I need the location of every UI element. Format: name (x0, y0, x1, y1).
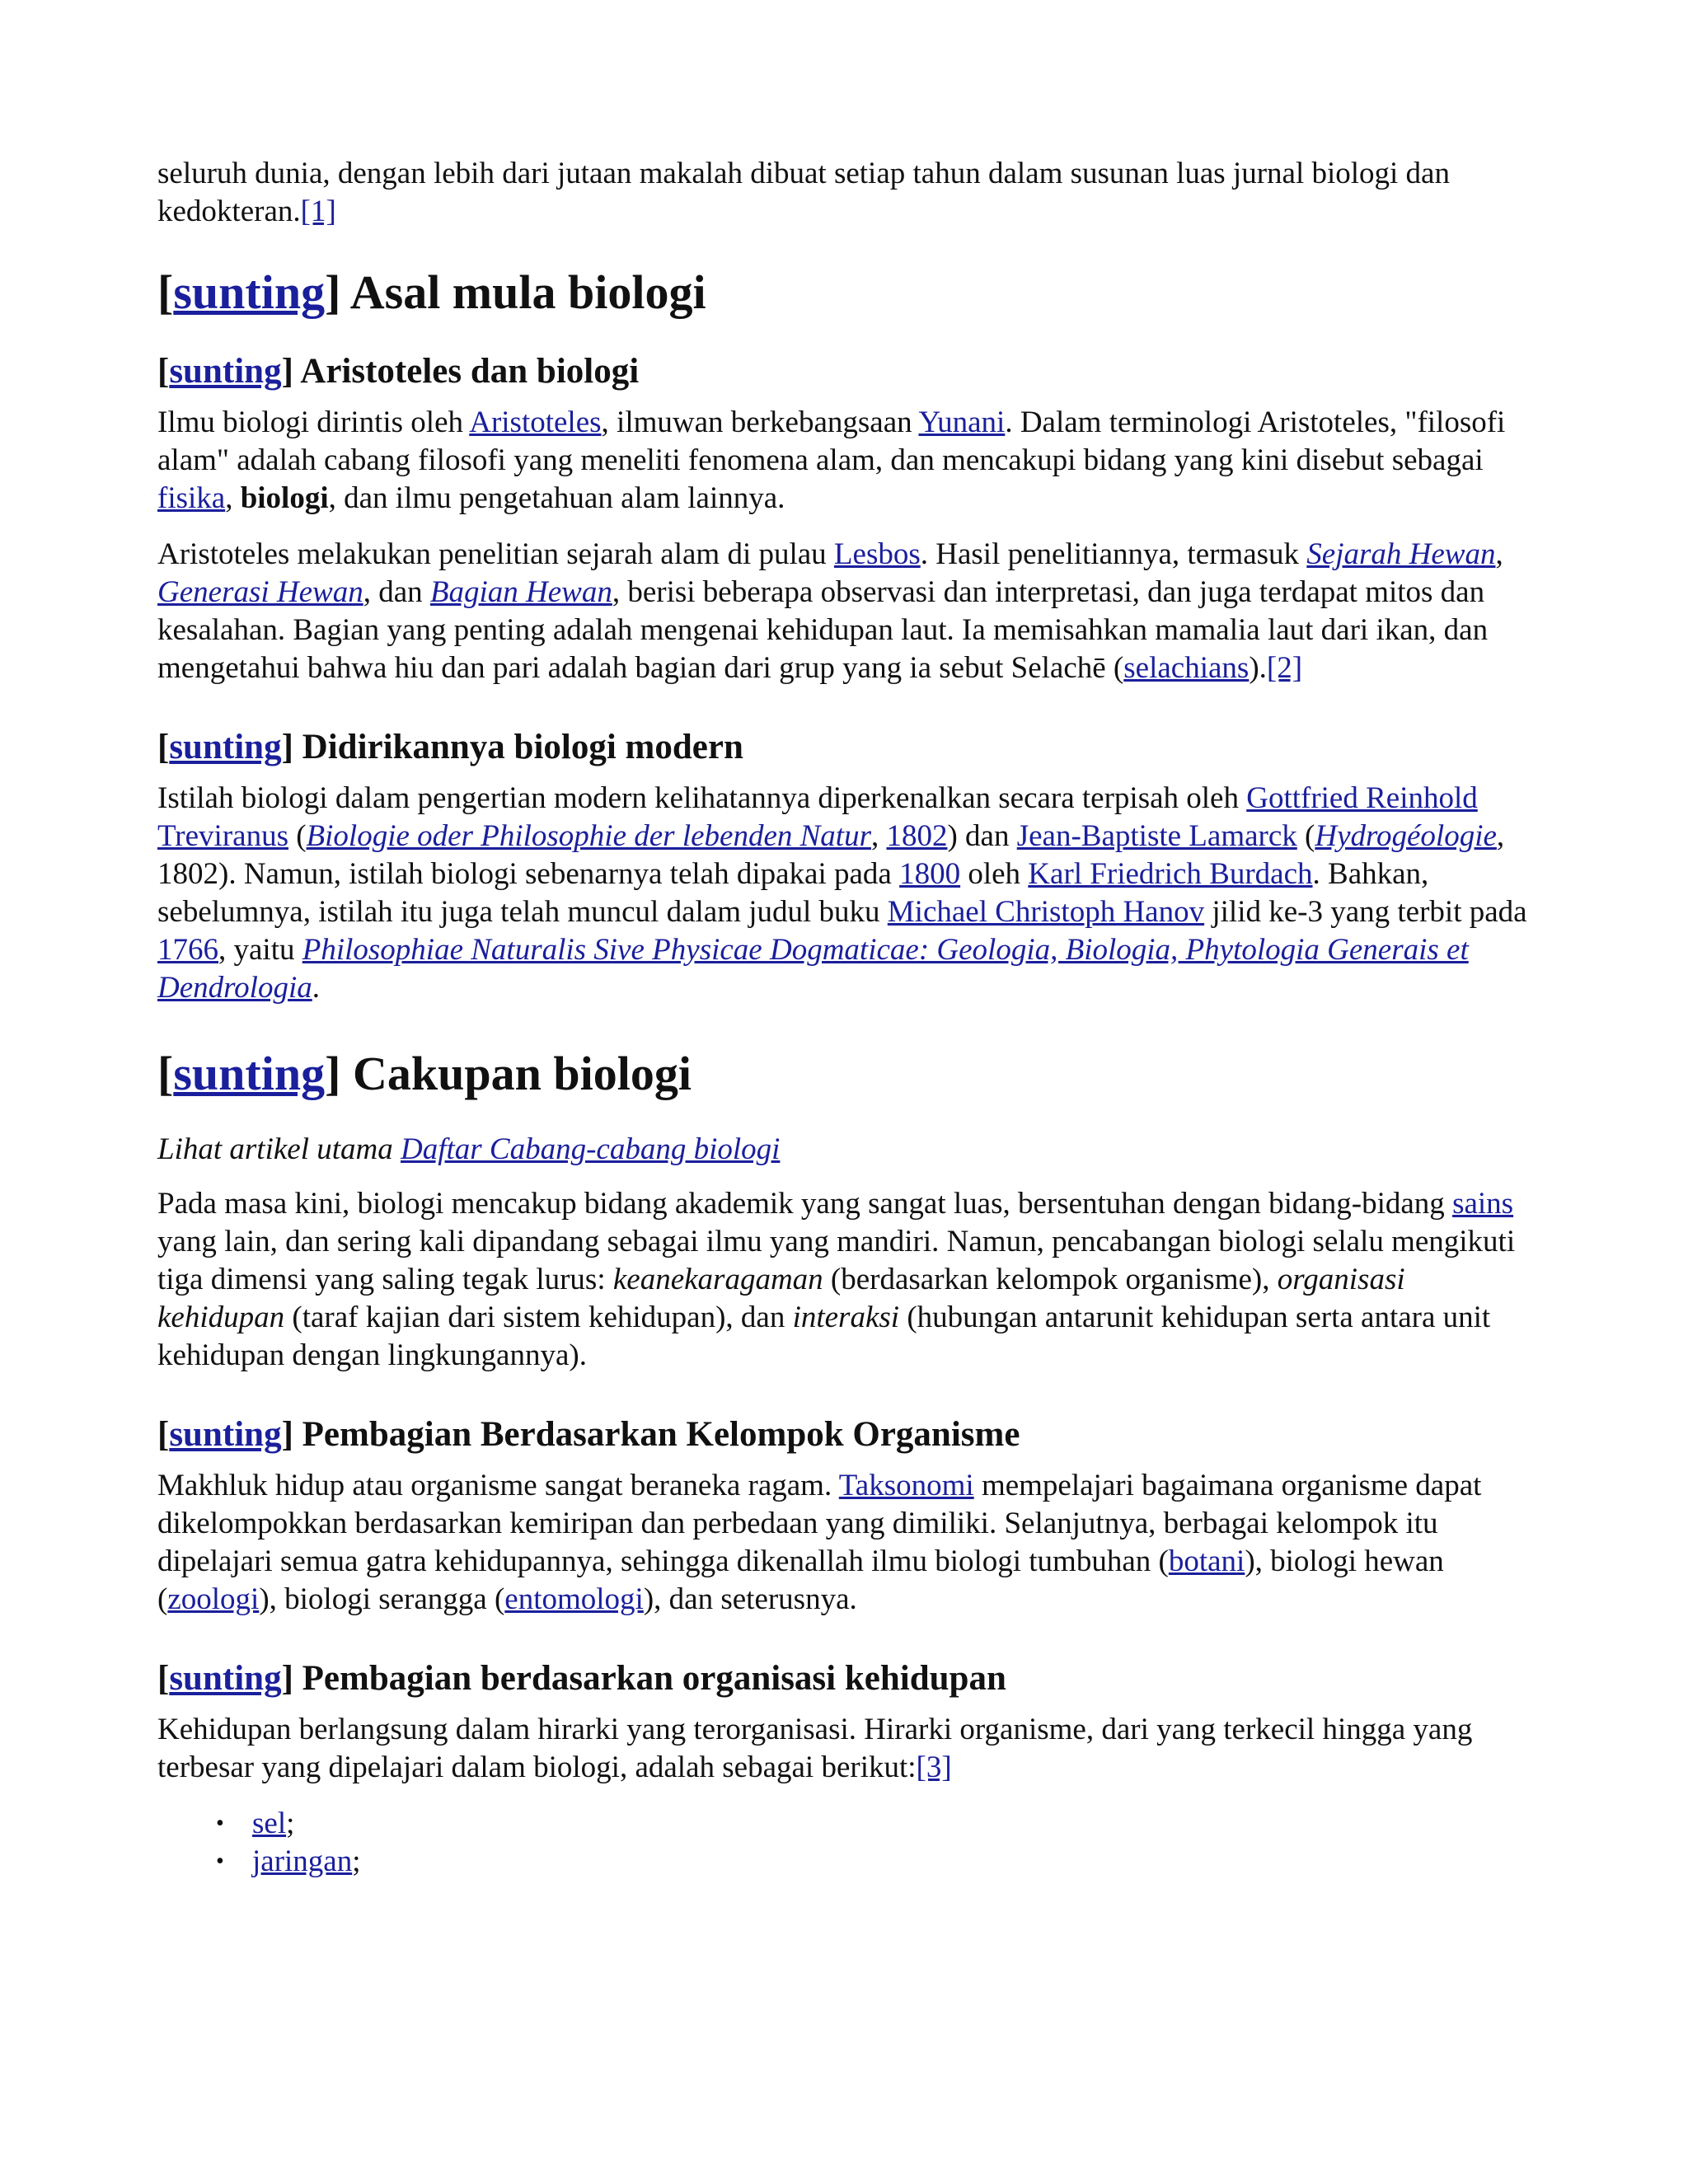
link-sains[interactable]: sains (1452, 1187, 1514, 1221)
list-item: • sel; (252, 1805, 1538, 1843)
paragraph-aristoteles-2: Aristoteles melakukan penelitian sejarah alam di pulau Lesbos. Hasil penelitiannya, termasuk Sejarah Hewan, Generasi Hewan, dan Bagian Hewan, berisi beberapa observasi dan interpretasi, dan juga terdapat mitos dan kesalahan. Bagian yang penting adalah mengenai kehidupan laut. Ia memisahkan mamalia laut dari ikan, dan mengetahui bahwa hiu dan pari adalah bagian dari grup yang ia sebut Selachē (selachians).[2] (157, 537, 1503, 685)
edit-link[interactable]: sunting (169, 728, 282, 766)
link-hydrogeologie[interactable]: Hydrogéologie (1315, 819, 1497, 853)
link-biologie-oder-philosophie[interactable]: Biologie oder Philosophie der lebenden Natur (306, 819, 871, 853)
heading-organisasi-kehidupan: [sunting] Pembagian berdasarkan organisasi kehidupan (157, 1659, 1006, 1698)
reference-link-1[interactable]: [1] (300, 194, 336, 228)
paragraph-organisasi-kehidupan: Kehidupan berlangsung dalam hirarki yang terorganisasi. Hirarki organisme, dari yang terkecil hingga yang terbesar yang dipelajari dalam biologi, adalah sebagai berikut:[3] (157, 1713, 1473, 1784)
link-sel[interactable]: sel (252, 1807, 287, 1840)
list-item: • jaringan; (252, 1843, 1538, 1881)
link-year-1766[interactable]: 1766 (157, 933, 218, 967)
heading-aristoteles-dan-biologi: [sunting] Aristoteles dan biologi (157, 352, 640, 391)
edit-link[interactable]: sunting (169, 1415, 282, 1454)
edit-link[interactable]: sunting (173, 265, 326, 319)
link-sejarah-hewan[interactable]: Sejarah Hewan (1306, 537, 1496, 571)
article-body (157, 155, 1538, 1881)
link-year-1802[interactable]: 1802 (886, 819, 948, 853)
link-jaringan[interactable]: jaringan (252, 1844, 353, 1878)
link-yunani[interactable]: Yunani (918, 405, 1006, 439)
italic-interaksi: interaksi (792, 1301, 900, 1334)
link-year-1800[interactable]: 1800 (899, 857, 961, 891)
hierarchy-list (157, 1805, 1538, 1881)
link-selachians[interactable]: selachians (1123, 651, 1250, 685)
reference-link-3[interactable]: [3] (916, 1750, 952, 1784)
link-philosophiae-naturalis[interactable]: Philosophiae Naturalis Sive Physicae Dogmaticae: Geologia, Biologia, Phytologia Generais et Dendrologia (157, 933, 1469, 1005)
reference-link-2[interactable]: [2] (1266, 651, 1303, 685)
edit-link[interactable]: sunting (169, 352, 282, 391)
link-aristoteles[interactable]: Aristoteles (469, 405, 602, 439)
link-taksonomi[interactable]: Taksonomi (838, 1469, 974, 1502)
link-lesbos[interactable]: Lesbos (833, 537, 921, 571)
heading-didirikannya-biologi-modern: [sunting] Didirikannya biologi modern (157, 728, 743, 766)
italic-keanekaragaman: keanekaragaman (612, 1263, 823, 1296)
link-hanov[interactable]: Michael Christoph Hanov (887, 895, 1205, 929)
link-zoologi[interactable]: zoologi (167, 1582, 260, 1616)
heading-kelompok-organisme: [sunting] Pembagian Berdasarkan Kelompok Organisme (157, 1415, 1020, 1454)
link-treviranus[interactable]: Gottfried Reinhold Treviranus (157, 781, 1478, 853)
edit-link[interactable]: sunting (173, 1047, 326, 1100)
link-daftar-cabang-biologi[interactable]: Daftar Cabang-cabang biologi (400, 1132, 781, 1166)
paragraph-cakupan-biologi: Pada masa kini, biologi mencakup bidang akademik yang sangat luas, bersentuhan dengan bidang-bidang sains yang lain, dan sering kali dipandang sebagai ilmu yang mandiri. Namun, pencabangan biologi selalu mengikuti tiga dimensi yang saling tegak lurus: keanekaragaman (berdasarkan kelompok organisme), organisasi kehidupan (taraf kajian dari sistem kehidupan), dan interaksi (hubungan antarunit kehidupan serta antara unit kehidupan dengan lingkungannya). (157, 1187, 1516, 1372)
link-fisika[interactable]: fisika (157, 481, 226, 515)
link-botani[interactable]: botani (1168, 1544, 1245, 1578)
link-lamarck[interactable]: Jean-Baptiste Lamarck (1016, 819, 1297, 853)
paragraph-biologi-modern: Istilah biologi dalam pengertian modern kelihatannya diperkenalkan secara terpisah oleh Gottfried Reinhold Treviranus (Biologie oder Philosophie der lebenden Natur, 1802) dan Jean-Baptiste Lamarck (Hydrogéologie, 1802). Namun, istilah biologi sebenarnya telah dipakai pada 1800 oleh Karl Friedrich Burdach. Bahkan, sebelumnya, istilah itu juga telah muncul dalam judul buku Michael Christoph Hanov jilid ke-3 yang terbit pada 1766, yaitu Philosophiae Naturalis Sive Physicae Dogmaticae: Geologia, Biologia, Phytologia Generais et Dendrologia. (157, 781, 1527, 1005)
intro-paragraph: seluruh dunia, dengan lebih dari jutaan makalah dibuat setiap tahun dalam susunan luas jurnal biologi dan kedokteran.[1] (157, 157, 1450, 228)
link-bagian-hewan[interactable]: Bagian Hewan (429, 575, 612, 609)
edit-link[interactable]: sunting (169, 1659, 282, 1698)
paragraph-aristoteles-1: Ilmu biologi dirintis oleh Aristoteles, ilmuwan berkebangsaan Yunani. Dalam terminologi Aristoteles, "filosofi alam" adalah cabang filosofi yang meneliti fenomena alam, dan mencakupi bidang yang kini disebut sebagai fisika, biologi, dan ilmu pengetahuan alam lainnya. (157, 405, 1506, 515)
heading-asal-mula-biologi: [sunting] Asal mula biologi (157, 265, 706, 319)
main-article-note: Lihat artikel utama Daftar Cabang-cabang biologi (157, 1132, 781, 1166)
bold-biologi: biologi (240, 481, 329, 515)
link-entomologi[interactable]: entomologi (504, 1582, 644, 1616)
link-generasi-hewan[interactable]: Generasi Hewan (157, 575, 363, 609)
link-burdach[interactable]: Karl Friedrich Burdach (1028, 857, 1313, 891)
heading-cakupan-biologi: [sunting] Cakupan biologi (157, 1047, 692, 1100)
italic-organisasi-kehidupan: organisasi kehidupan (157, 1263, 1405, 1334)
paragraph-kelompok-organisme: Makhluk hidup atau organisme sangat beraneka ragam. Taksonomi mempelajari bagaimana organisme dapat dikelompokkan berdasarkan kemiripan dan perbedaan yang dimiliki. Selanjutnya, berbagai kelompok itu dipelajari semua gatra kehidupannya, sehingga dikenallah ilmu biologi tumbuhan (botani), biologi hewan (zoologi), biologi serangga (entomologi), dan seterusnya. (157, 1469, 1482, 1616)
